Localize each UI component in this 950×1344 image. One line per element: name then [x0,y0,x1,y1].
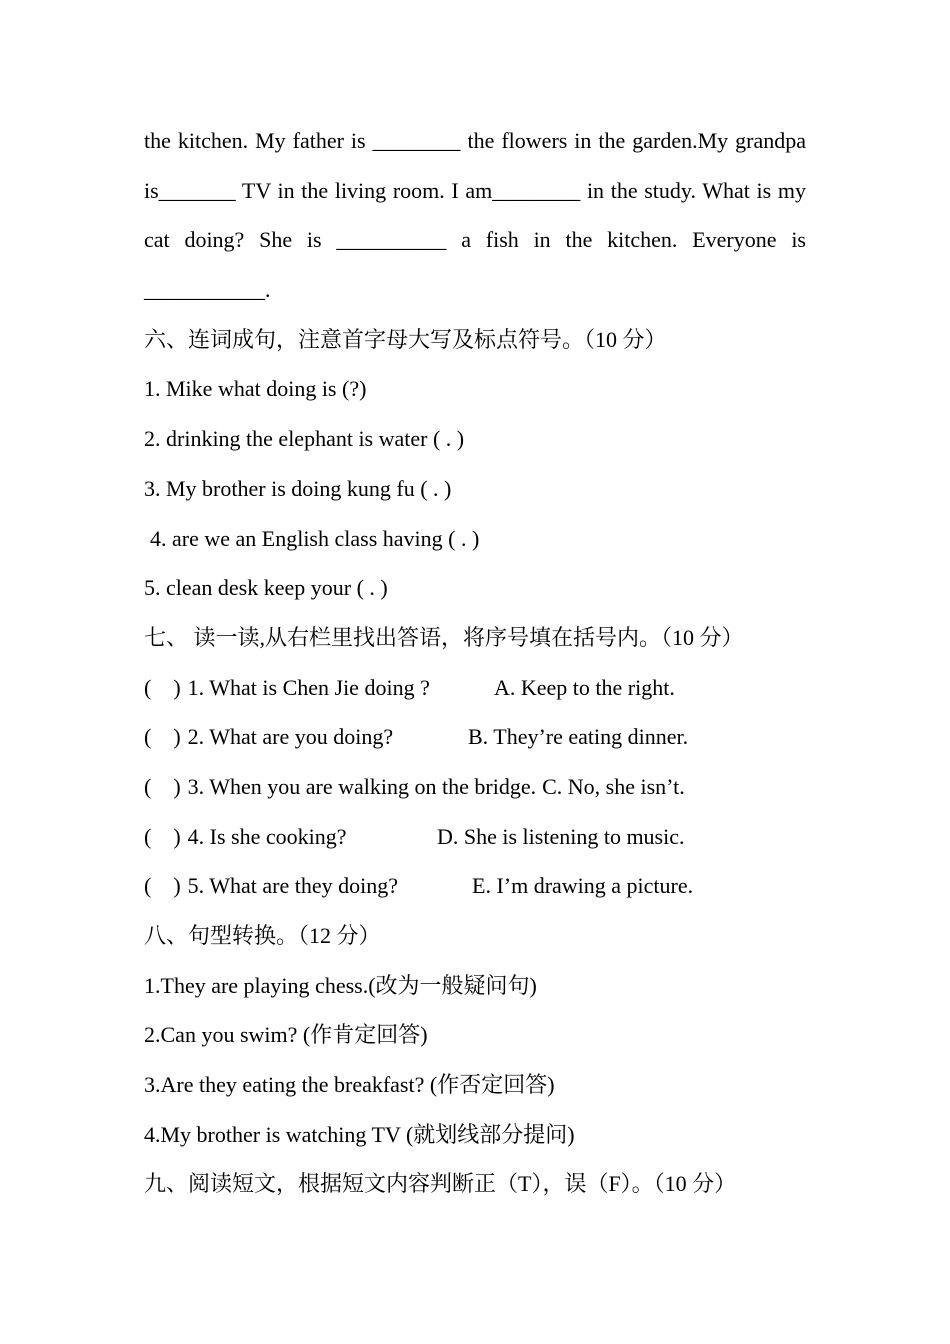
list-item: 1.They are playing chess.(改为一般疑问句) [144,972,537,998]
list-item: 3.Are they eating the breakfast? (作否定回答) [144,1072,555,1098]
answer-bracket: ( ) [144,823,181,849]
answer-bracket: ( ) [144,724,181,750]
answer-bracket: ( ) [144,674,181,700]
section-7-heading: 七、 读一读,从右栏里找出答语，将序号填在括号内。（10 分） [144,624,744,650]
match-row [144,812,806,862]
match-answer: D. She is listening to music. [437,823,685,849]
passage-line: ___________. [144,277,271,303]
match-row [144,712,806,762]
list-item: 4.My brother is watching TV (就划线部分提问) [144,1121,575,1147]
match-answer: C. No, she isn’t. [542,773,685,799]
match-row [144,663,806,713]
list-item: 2. drinking the elephant is water ( . ) [144,426,465,452]
list-item: 5. clean desk keep your ( . ) [144,575,388,601]
match-answer: B. They’re eating dinner. [468,724,689,750]
match-question: 3. When you are walking on the bridge. [187,773,537,799]
match-question: 2. What are you doing? [187,724,394,750]
match-question: 5. What are they doing? [187,873,399,899]
section-8-heading: 八、句型转换。（12 分） [144,923,381,948]
section-9-heading: 九、阅读短文，根据短文内容判断正（T），误（F）。（10 分） [144,1171,737,1197]
section-6-heading: 六、连词成句，注意首字母大写及标点符号。（10 分） [144,326,667,352]
list-item: 4. are we an English class having ( . ) [150,525,480,551]
list-item: 2.Can you swim? (作肯定回答) [144,1022,428,1048]
match-question: 4. Is she cooking? [187,823,347,849]
match-answer: E. I’m drawing a picture. [472,873,694,899]
answer-bracket: ( ) [144,873,181,899]
match-question: 1. What is Chen Jie doing ? [187,674,430,700]
answer-bracket: ( ) [144,773,181,799]
passage-line: cat doing? She is __________ a fish in the kitchen. Everyone is [144,227,806,253]
match-row [144,861,806,911]
exam-content [144,116,806,1209]
list-item: 3. My brother is doing kung fu ( . ) [144,475,452,501]
match-answer: A. Keep to the right. [494,674,675,700]
passage-line: the kitchen. My father is ________ the flowers in the garden.My grandpa [144,128,806,153]
list-item: 1. Mike what doing is (?) [144,376,367,402]
passage-line: is_______ TV in the living room. I am________ in the study. What is my [144,177,806,203]
match-row [144,762,806,812]
